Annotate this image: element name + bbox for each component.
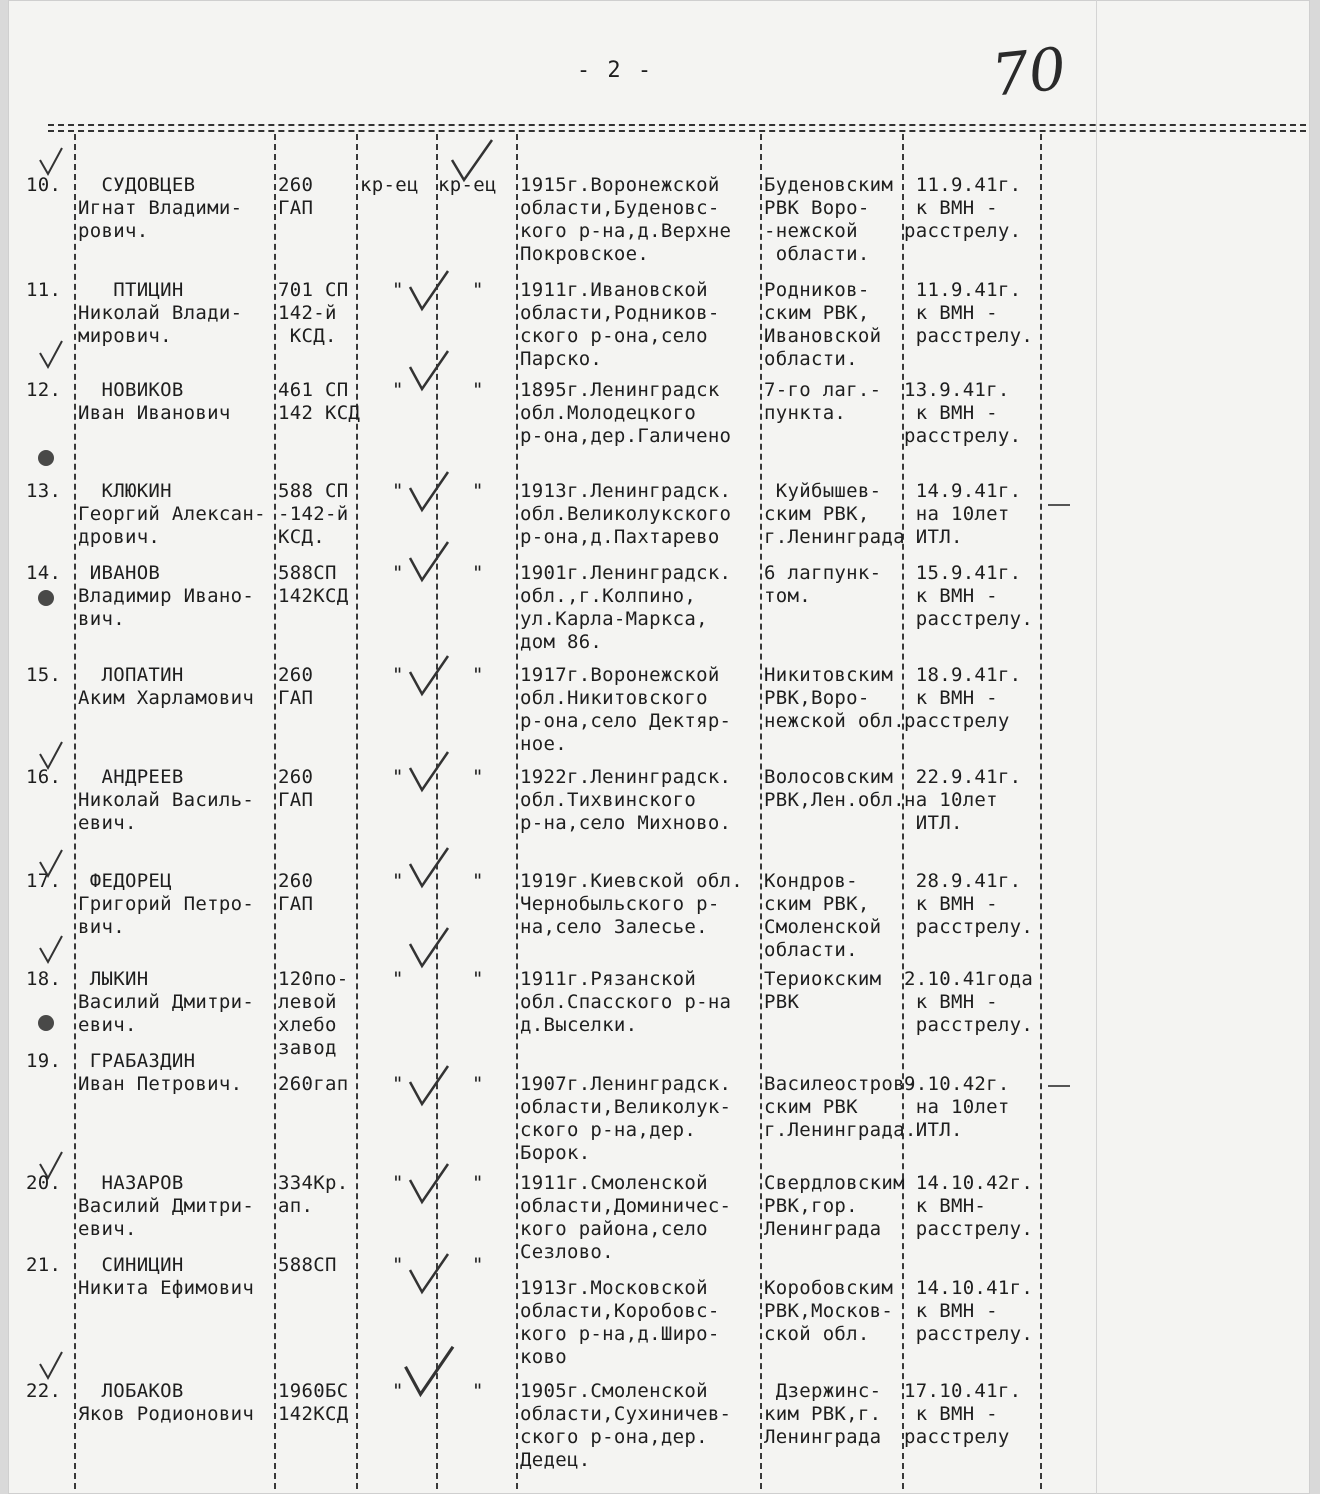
- checkmark-icon: [404, 1162, 452, 1208]
- sentence: 13.9.41г. к ВМН - расстрелу.: [904, 379, 1022, 447]
- ditto-mark: ": [472, 968, 484, 990]
- conscription-office: Териокским РВК: [764, 968, 882, 1013]
- person-name: ЛОПАТИН Аким Харламович: [78, 664, 255, 709]
- ditto-mark: ": [392, 279, 404, 301]
- margin-dash-mark: [1048, 504, 1070, 506]
- table-row: [0, 1172, 1320, 1263]
- conscription-office: Родников- ским РВК, Ивановской области.: [764, 279, 882, 370]
- ditto-mark: ": [392, 1172, 404, 1194]
- ditto-mark: ": [472, 279, 484, 301]
- military-unit: 260 ГАП: [278, 766, 314, 811]
- row-number: 18.: [26, 968, 62, 990]
- checkmark-icon: [404, 846, 452, 892]
- conscription-office: Никитовским РВК,Воро- нежской обл.: [764, 664, 905, 732]
- checkmark-icon: [398, 1344, 458, 1402]
- birth-info: 1911г.Ивановской области,Родников- ского р-она,село Парско.: [520, 279, 720, 370]
- checkmark-icon: [448, 138, 496, 184]
- table-row: [0, 480, 1320, 548]
- conscription-office: Куйбышев- ским РВК, г.Ленинграда: [764, 480, 905, 548]
- punch-hole: [38, 1015, 54, 1031]
- row-number: 12.: [26, 379, 62, 401]
- table-row: [0, 1050, 1320, 1164]
- conscription-office: Буденовским РВК Воро- -нежской области.: [764, 174, 894, 265]
- ditto-mark: ": [472, 562, 484, 584]
- person-name: КЛЮКИН Георгий Алексан- дрович.: [78, 480, 266, 548]
- person-name: АНДРЕЕВ Николай Василь- евич.: [78, 766, 255, 834]
- margin-checkmark-icon: [36, 339, 66, 371]
- checkmark-icon: [404, 1252, 452, 1298]
- margin-checkmark-icon: [36, 1150, 66, 1182]
- ditto-mark: ": [472, 766, 484, 788]
- ditto-mark: ": [472, 1073, 484, 1095]
- person-name: ИВАНОВ Владимир Ивано- вич.: [78, 562, 255, 630]
- person-name: СУДОВЦЕВ Игнат Владими- рович.: [78, 174, 243, 242]
- sentence: 11.9.41г. к ВМН - расстрелу.: [904, 174, 1022, 242]
- person-name: ПТИЦИН Николай Влади- мирович.: [78, 279, 243, 347]
- sentence: 14.10.42г. к ВМН- расстрелу.: [915, 1172, 1034, 1240]
- birth-info: 1905г.Смоленской области,Сухиничев- ского р-она,дер. Дедец.: [520, 1380, 732, 1471]
- ditto-mark: ": [392, 562, 404, 584]
- sentence: 14.9.41г. на 10лет ИТЛ.: [915, 480, 1022, 548]
- table-row: [0, 1380, 1320, 1471]
- military-unit: 120по- левой хлебо завод: [278, 968, 349, 1059]
- table-row: [0, 1254, 1320, 1368]
- margin-checkmark-icon: [36, 146, 66, 178]
- ditto-mark: ": [392, 1073, 404, 1095]
- ditto-mark: ": [392, 1254, 404, 1276]
- checkmark-icon: [404, 1064, 452, 1110]
- birth-info: 1911г.Смоленской области,Доминичес- кого района,село Сезлово.: [520, 1172, 732, 1263]
- person-name: НОВИКОВ Иван Иванович: [78, 379, 231, 424]
- birth-info: 1901г.Ленинградск. обл.,г.Колпино, ул.Карла-Маркса, дом 86.: [520, 562, 732, 653]
- person-name: ЛЫКИН Василий Дмитри- евич.: [78, 968, 255, 1036]
- row-number: 10.: [26, 174, 62, 196]
- birth-info: 1919г.Киевской обл. Чернобыльского р- на,село Залесье.: [520, 870, 744, 938]
- birth-info: 1922г.Ленинградск. обл.Тихвинского р-на,село Михново.: [520, 766, 732, 834]
- checkmark-icon: [404, 269, 452, 315]
- checkmark-icon: [404, 926, 452, 972]
- military-unit: 588СП: [278, 1254, 337, 1276]
- military-unit: 260 ГАП: [278, 870, 314, 915]
- military-unit: 260 ГАП: [278, 174, 314, 219]
- conscription-office: Свердловским РВК,гор. Ленинграда: [764, 1172, 905, 1240]
- conscription-office: Дзержинс- ким РВК,г. Ленинграда: [764, 1380, 882, 1448]
- person-name: ФЕДОРЕЦ Григорий Петро- вич.: [78, 870, 255, 938]
- archive-handwritten-number: 70: [988, 34, 1070, 110]
- birth-info: 1913г.Ленинградск. обл.Великолукского р-она,д.Пахтарево: [520, 480, 732, 548]
- margin-checkmark-icon: [36, 740, 66, 772]
- checkmark-icon: [404, 349, 452, 395]
- ditto-mark: ": [392, 664, 404, 686]
- margin-dash-mark: [1048, 1085, 1070, 1087]
- margin-checkmark-icon: [36, 1350, 66, 1382]
- ditto-mark: ": [392, 870, 404, 892]
- table-row: [0, 279, 1320, 370]
- conscription-office: 6 лагпунк- том.: [764, 562, 882, 607]
- table-row: [0, 968, 1320, 1059]
- person-name: СИНИЦИН Никита Ефимович: [78, 1254, 255, 1299]
- ditto-mark: ": [472, 870, 484, 892]
- table-row: [0, 870, 1320, 961]
- column-divider: [356, 134, 358, 1489]
- conscription-office: Коробовским РВК,Москов- ской обл.: [764, 1277, 894, 1345]
- military-unit: 461 СП 142 КСД: [278, 379, 361, 424]
- ditto-mark: ": [392, 1380, 404, 1402]
- checkmark-icon: [404, 654, 452, 700]
- rank-column-1: кр-ец: [360, 174, 419, 196]
- birth-info: 1917г.Воронежской обл.Никитовского р-она,село Дектяр- ное.: [520, 664, 732, 755]
- ditto-mark: ": [472, 480, 484, 502]
- column-divider: [516, 134, 518, 1489]
- column-divider: [74, 134, 76, 1489]
- row-number: 20.: [26, 1172, 62, 1194]
- rank-column-2: кр-ец: [438, 174, 497, 196]
- column-divider: [274, 134, 276, 1489]
- table-row: [0, 766, 1320, 834]
- sentence: 28.9.41г. к ВМН - расстрелу.: [915, 870, 1034, 938]
- ditto-mark: ": [392, 766, 404, 788]
- ditto-mark: ": [392, 480, 404, 502]
- ditto-mark: ": [472, 1380, 484, 1402]
- row-number: 16.: [26, 766, 62, 788]
- conscription-office: 7-го лаг.- пункта.: [764, 379, 882, 424]
- table-row: [0, 562, 1320, 653]
- punch-hole: [38, 590, 54, 606]
- column-divider: [760, 134, 762, 1489]
- ditto-mark: ": [472, 664, 484, 686]
- military-unit: 588 СП -142-й КСД.: [278, 480, 349, 548]
- conscription-office: Кондров- ским РВК, Смоленской области.: [764, 870, 882, 961]
- row-number: 14.: [26, 562, 62, 584]
- punch-hole: [38, 450, 54, 466]
- ditto-mark: ": [472, 1172, 484, 1194]
- column-divider: [1040, 134, 1042, 1489]
- sentence: 15.9.41г. к ВМН - расстрелу.: [915, 562, 1034, 630]
- sentence: 17.10.41г. к ВМН - расстрелу: [904, 1380, 1022, 1448]
- margin-checkmark-icon: [36, 934, 66, 966]
- table-row: [0, 174, 1320, 265]
- birth-info: 1907г.Ленинградск. области,Великолук- ского р-на,дер. Борок.: [520, 1073, 732, 1164]
- row-number: 19.: [26, 1050, 62, 1072]
- sentence: 18.9.41г. к ВМН - расстрелу: [904, 664, 1022, 732]
- military-unit: 1960БС 142КСД: [278, 1380, 349, 1425]
- checkmark-icon: [404, 540, 452, 586]
- person-name: ГРАБАЗДИН Иван Петрович.: [78, 1050, 243, 1095]
- birth-info: 1911г.Рязанской обл.Спасского р-на д.Выселки.: [520, 968, 732, 1036]
- conscription-office: Волосовским РВК,Лен.обл.: [764, 766, 905, 811]
- row-number: 15.: [26, 664, 62, 686]
- checkmark-icon: [404, 750, 452, 796]
- checkmark-icon: [404, 470, 452, 516]
- ditto-mark: ": [472, 1254, 484, 1276]
- military-unit: 588СП 142КСД: [278, 562, 349, 607]
- military-unit: 334Кр. ап.: [278, 1172, 349, 1217]
- row-number: 21.: [26, 1254, 62, 1276]
- military-unit: 701 СП 142-й КСД.: [278, 279, 349, 347]
- military-unit: 260 ГАП: [278, 664, 314, 709]
- ditto-mark: ": [392, 379, 404, 401]
- ditto-mark: ": [392, 968, 404, 990]
- ditto-mark: ": [472, 379, 484, 401]
- military-unit: 260гап: [278, 1073, 349, 1095]
- table-top-rule: [48, 124, 1306, 132]
- birth-info: 1913г.Московской области,Коробовс- кого р-на,д.Широ- ково: [520, 1277, 720, 1368]
- conscription-office: Василеостров- ским РВК г.Ленинграда.: [764, 1073, 917, 1141]
- row-number: 22.: [26, 1380, 62, 1402]
- person-name: НАЗАРОВ Василий Дмитри- евич.: [78, 1172, 255, 1240]
- row-number: 11.: [26, 279, 62, 301]
- person-name: ЛОБАКОВ Яков Родионович: [78, 1380, 255, 1425]
- margin-checkmark-icon: [36, 848, 66, 880]
- sentence: 22.9.41г. на 10лет ИТЛ.: [904, 766, 1022, 834]
- birth-info: 1915г.Воронежской области,Буденовс- кого р-на,д.Верхне Покровское.: [520, 174, 732, 265]
- sentence: 11.9.41г. к ВМН - расстрелу.: [915, 279, 1034, 347]
- sentence: 9.10.42г. на 10лет ИТЛ.: [904, 1073, 1010, 1141]
- page-fold-line: [1096, 0, 1097, 1494]
- sentence: 14.10.41г. к ВМН - расстрелу.: [915, 1277, 1034, 1345]
- sentence: 2.10.41года к ВМН - расстрелу.: [904, 968, 1034, 1036]
- page-number: - 2 -: [576, 58, 654, 83]
- table-row: [0, 379, 1320, 447]
- row-number: 13.: [26, 480, 62, 502]
- row-number: 17.: [26, 870, 62, 892]
- table-row: [0, 664, 1320, 755]
- birth-info: 1895г.Ленинградск обл.Молодецкого р-она,дер.Галичено: [520, 379, 732, 447]
